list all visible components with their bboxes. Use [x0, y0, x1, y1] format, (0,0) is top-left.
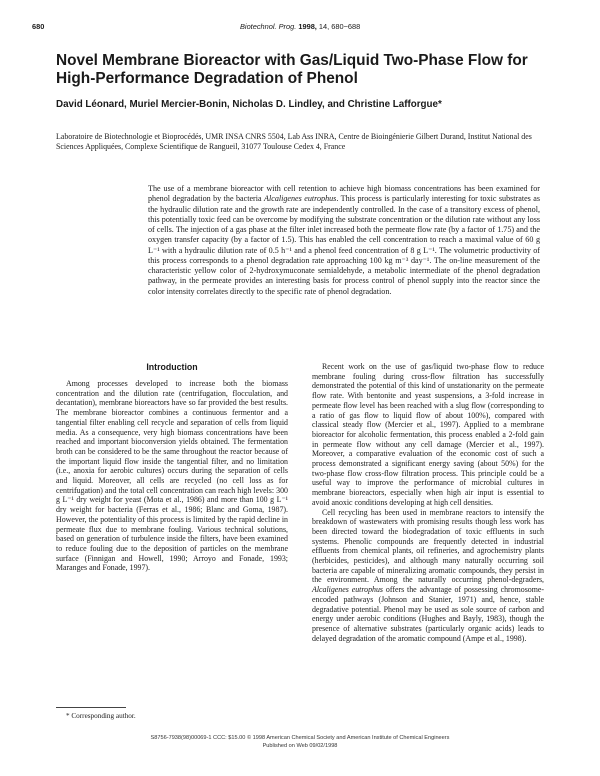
introduction-paragraph-2: Recent work on the use of gas/liquid two-phase flow to reduce membrane fouling during cross-flow filtration has successfully demonstrated the potential of this kind of unstationarity on the permeate flow rate. With bentonite and yeast suspensions, a 3-fold increase in permeate flow level has been reached with a slug flow (corresponding to a ratio of gas flow to liquid flow of about 100%), compared with classical steady flow (Mercier et al., 1997). Applied to a membrane bioreactor for alcoholic fermentation, this process enabled a 2-fold gain in permeate flow without any cell damage (Mercier et al., 1997). Moreover, a comparative evaluation of the economic cost of such a process demonstrated a significant energy saving (about 50%) for the two-phase flow cross-flow filtration process. This principle could be a useful way to improve the performance of microbial cultures in membrane bioreactors, especially when high air input is essential to avoid anoxic conditions developing at high cell densities.	[312, 362, 544, 507]
journal-name: Biotechnol. Prog.	[240, 22, 297, 31]
page-number: 680	[32, 22, 45, 31]
author-affiliation: Laboratoire de Biotechnologie et Bioprocédés, UMR INSA CNRS 5504, Lab Ass INRA, Centre de Bioingénierie Gilbert Durand, Institut National des Sciences Appliquées, Complexe Scientifique de Rangueil, 31077 Toulouse Cedex 4, France	[56, 132, 532, 152]
footnote-divider	[56, 707, 126, 708]
introduction-paragraph-3	[312, 508, 544, 644]
running-head	[32, 22, 568, 34]
corresponding-author-footnote: * Corresponding author.	[66, 712, 136, 720]
paragraph-3-text-1: Cell recycling has been used in membrane reactors to intensify the breakdown of wastewaters with promising results though less work has been directed toward the biodegradation of toxic effluents in such systems. Phenolic compounds are frequently detected in industrial effluents from chemical plants, oil refineries, and agrochemistry plants (herbicides, pesticides), and although many naturally occurring soil bacteria are capable of mineralizing aromatic compounds, they persist in the environment. Among the naturally occurring phenol-degraders,	[312, 507, 544, 585]
author-list: David Léonard, Muriel Mercier-Bonin, Nicholas D. Lindley, and Christine Lafforgue*	[56, 99, 442, 110]
journal-volume-pages: 14, 680−688	[318, 22, 361, 31]
abstract-text-2: . This process is particularly interesting for toxic substrates as the hydraulic dilution rate and the growth rate are independently controlled. In the case of a transitory excess of phenol, this potentially toxic feed can be overcome by modifying the substrate concentration or the dilution rate without any loss of cells. The injection of a gas phase at the filter inlet increased both the permeate flow rate (by a factor of 1.75) and the oxygen transfer capacity (by a factor of 1.5). This has enabled the cell concentration to reach a maximal value of 60 g L⁻¹ with a hydraulic dilution rate of 0.5 h⁻¹ and a phenol feed concentration of 8 g L⁻¹. The volumetric productivity of this process corresponds to a phenol degradation rate approaching 100 kg m⁻³ day⁻¹. The on-line measurement of the characteristic yellow color of 2-hydroxymuconate semialdehyde, a metabolic intermediate of the phenol degradation pathway, in the permeate provides an interesting basis for process control of phenol supply into the reactor since the color intensity correlates directly to the specific rate of phenol degradation.	[148, 194, 540, 296]
publication-date-line: Published on Web 09/02/1998	[262, 743, 338, 749]
journal-year: 1998,	[298, 22, 317, 31]
right-column	[312, 362, 544, 643]
abstract	[148, 184, 540, 297]
copyright-line: S8756-7938(98)00069-1 CCC: $15.00 © 1998 American Chemical Society and American Institute of Chemical Engineers	[150, 735, 450, 741]
introduction-paragraph-1: Among processes developed to increase both the biomass concentration and the dilution rate (centrifugation, flocculation, and decantation), membrane bioreactors have so far provided the best results. The membrane bioreactor combines a continuous fermentor and a tangential filter enabling cell recycle and separation of cells from liquid media. As a consequence, very high biomass concentrations have been reached and important bioconversion yields obtained. The fermentation broth can be considered to be the same throughout the reactor because of the important liquid flow inside the tangential filter, and no limitation (i.e., anoxia for aerobic cultures) occurs during the separation of cells and liquid. Moreover, all cells are recycled (no cell loss as for centrifugation) and the total cell concentration can reach high levels: 300 g L⁻¹ dry weight for yeast (Mota et al., 1986) and more than 100 g L⁻¹ dry weight for bacteria (Ferras et al., 1986; Blanc and Goma, 1987). However, the potentiality of this process is limited by the rapid decline in permeate flux due to membrane fouling. Various technical solutions, based on generation of turbulence inside the filters, have been examined to reduce fouling due to the deposition of particles on the membrane surface (Finnigan and Howell, 1990; Arroyo and Fonade, 1993; Maranges and Fonade, 1997).	[56, 379, 288, 573]
left-column	[56, 362, 288, 573]
abstract-text-1: The use of a membrane bioreactor with cell retention to achieve high biomass concentrations has been examined for phenol degradation by the bacteria	[148, 184, 540, 204]
article-title: Novel Membrane Bioreactor with Gas/Liquid Two-Phase Flow for High-Performance Degradation of Phenol	[56, 52, 528, 87]
abstract-organism: Alcaligenes eutrophus	[264, 194, 337, 204]
paragraph-3-text-2: offers the advantage of possessing chromosome-encoded pathways (Johnson and Stanier, 1971) and, hence, stable degradative potential. Phenol may be used as sole source of carbon and energy under aerobic conditions (Hughes and Bayly, 1983), though the presence of alternative substrates (particularly organic acids) leads to delayed degradation of the aromatic compound (Ampe et al., 1998).	[312, 585, 544, 643]
paragraph-3-organism: Alcaligenes eutrophus	[312, 585, 383, 595]
introduction-heading: Introduction	[146, 362, 198, 372]
journal-reference	[240, 22, 360, 31]
